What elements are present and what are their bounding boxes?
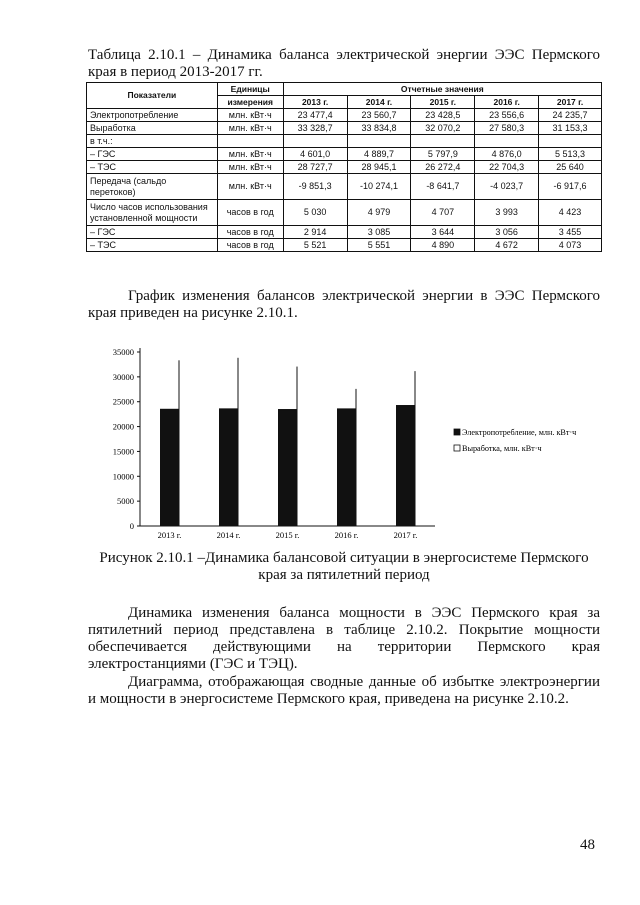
table-row: [87, 226, 602, 239]
header-year: 2014 г.: [347, 96, 411, 109]
bar-consumption: [338, 409, 356, 526]
row-value: 23 477,4: [283, 109, 347, 122]
row-value: 23 428,5: [411, 109, 475, 122]
header-unit-line1: Единицы: [217, 83, 283, 96]
row-unit: млн. кВт·ч: [217, 148, 283, 161]
bar-generation: [179, 360, 180, 526]
row-value: 23 560,7: [347, 109, 411, 122]
table-row: [87, 135, 602, 148]
row-value: 4 601,0: [283, 148, 347, 161]
row-unit: часов в год: [217, 239, 283, 252]
row-value: 3 085: [347, 226, 411, 239]
row-value: 4 672: [475, 239, 539, 252]
header-year: 2013 г.: [283, 96, 347, 109]
y-tick-label: 25000: [112, 396, 134, 407]
bar-consumption: [161, 409, 179, 526]
row-value: 4 707: [411, 200, 475, 226]
header-unit-line2: измерения: [217, 96, 283, 109]
row-unit: млн. кВт·ч: [217, 174, 283, 200]
row-unit: млн. кВт·ч: [217, 122, 283, 135]
row-value: [539, 135, 602, 148]
table-row: [87, 122, 602, 135]
row-value: 33 834,8: [347, 122, 411, 135]
row-value: [347, 135, 411, 148]
row-value: 5 797,9: [411, 148, 475, 161]
table-row: [87, 148, 602, 161]
row-value: 4 073: [539, 239, 602, 252]
bar-consumption: [279, 410, 297, 526]
row-value: 26 272,4: [411, 161, 475, 174]
row-value: 3 455: [539, 226, 602, 239]
table-row: [87, 174, 602, 200]
row-value: 3 993: [475, 200, 539, 226]
row-indicator: Число часов использования установленной мощности: [87, 200, 218, 226]
header-year: 2015 г.: [411, 96, 475, 109]
row-value: 28 945,1: [347, 161, 411, 174]
row-value: 5 521: [283, 239, 347, 252]
row-unit: млн. кВт·ч: [217, 109, 283, 122]
x-tick-label: 2014 г.: [216, 530, 241, 540]
row-value: 31 153,3: [539, 122, 602, 135]
table-row: [87, 239, 602, 252]
bar-consumption: [397, 406, 415, 526]
row-value: -6 917,6: [539, 174, 602, 200]
row-value: 5 551: [347, 239, 411, 252]
paragraph-power-balance-end: электростанциями (ГЭС и ТЭЦ).: [88, 656, 298, 672]
row-value: [411, 135, 475, 148]
row-indicator: Электропотребление: [87, 109, 218, 122]
row-indicator: – ГЭС: [87, 148, 218, 161]
y-tick-label: 20000: [112, 421, 134, 432]
row-value: 27 580,3: [475, 122, 539, 135]
row-value: -9 851,3: [283, 174, 347, 200]
row-value: -4 023,7: [475, 174, 539, 200]
legend-label: Электропотребление, млн. кВт·ч: [462, 428, 577, 437]
row-value: -8 641,7: [411, 174, 475, 200]
table-row: [87, 161, 602, 174]
table-row: [87, 200, 602, 226]
figure-caption: [88, 550, 600, 584]
row-unit: часов в год: [217, 226, 283, 239]
row-value: 4 890: [411, 239, 475, 252]
header-reported-values: Отчетные значения: [283, 83, 601, 96]
y-tick-label: 35000: [112, 347, 134, 357]
row-value: 23 556,6: [475, 109, 539, 122]
row-indicator: Передача (сальдо перетоков): [87, 174, 218, 200]
energy-balance-table: [86, 82, 602, 252]
header-year: 2017 г.: [539, 96, 602, 109]
row-indicator: – ТЭС: [87, 239, 218, 252]
row-unit: часов в год: [217, 200, 283, 226]
row-value: 4 423: [539, 200, 602, 226]
bar-generation: [415, 371, 416, 526]
row-value: 3 056: [475, 226, 539, 239]
figure-caption-line1: Рисунок 2.10.1 –Динамика балансовой ситуации в энергосистеме Пермского: [99, 550, 589, 566]
paragraph-power-balance: Динамика изменения баланса мощности в ЭЭС Пермского края за пятилетний период представлена в таблице 2.10.2. Покрытие мощности обеспечивается действующими на территории Пермского края: [88, 605, 600, 655]
row-value: 33 328,7: [283, 122, 347, 135]
row-value: 24 235,7: [539, 109, 602, 122]
table-row: [87, 109, 602, 122]
bar-generation: [356, 389, 357, 526]
y-tick-label: 5000: [117, 496, 134, 507]
row-indicator: – ТЭС: [87, 161, 218, 174]
bar-generation: [297, 367, 298, 526]
row-value: 4 876,0: [475, 148, 539, 161]
row-value: -10 274,1: [347, 174, 411, 200]
row-value: 28 727,7: [283, 161, 347, 174]
legend-swatch: [454, 445, 460, 451]
paragraph-chart-intro: График изменения балансов электрической энергии в ЭЭС Пермского края приведен на рисунке 2.10.1.: [88, 288, 600, 321]
row-indicator: в т.ч.:: [87, 135, 218, 148]
row-value: 5 030: [283, 200, 347, 226]
row-unit: [217, 135, 283, 148]
bar-generation: [238, 358, 239, 526]
balance-chart: [80, 338, 625, 548]
bar-consumption: [220, 409, 238, 526]
row-value: 2 914: [283, 226, 347, 239]
row-value: [475, 135, 539, 148]
x-tick-label: 2013 г.: [157, 530, 182, 540]
y-tick-label: 0: [129, 521, 134, 531]
legend-swatch: [454, 429, 460, 435]
row-value: 5 513,3: [539, 148, 602, 161]
paragraph-diagram-ref: Диаграмма, отображающая сводные данные об избытке электроэнергии и мощности в энергосистеме Пермского края, приведена на рисунке 2.10.2.: [88, 674, 600, 707]
row-unit: млн. кВт·ч: [217, 161, 283, 174]
x-tick-label: 2016 г.: [334, 530, 359, 540]
row-indicator: – ГЭС: [87, 226, 218, 239]
header-indicator: Показатели: [87, 83, 218, 109]
table-caption: Таблица 2.10.1 – Динамика баланса электрической энергии ЭЭС Пермского края в период 2013-2017 гг.: [88, 47, 600, 80]
row-value: 4 979: [347, 200, 411, 226]
x-tick-label: 2017 г.: [393, 530, 418, 540]
row-value: 3 644: [411, 226, 475, 239]
x-tick-label: 2015 г.: [275, 530, 300, 540]
header-year: 2016 г.: [475, 96, 539, 109]
page-number: 48: [580, 837, 595, 853]
row-indicator: Выработка: [87, 122, 218, 135]
figure-caption-line2: края за пятилетний период: [258, 567, 430, 583]
row-value: 32 070,2: [411, 122, 475, 135]
row-value: 4 889,7: [347, 148, 411, 161]
y-tick-label: 30000: [112, 371, 134, 382]
y-tick-label: 15000: [112, 446, 134, 457]
row-value: [283, 135, 347, 148]
legend-label: Выработка, млн. кВт·ч: [462, 444, 542, 453]
row-value: 25 640: [539, 161, 602, 174]
row-value: 22 704,3: [475, 161, 539, 174]
y-tick-label: 10000: [112, 471, 134, 482]
